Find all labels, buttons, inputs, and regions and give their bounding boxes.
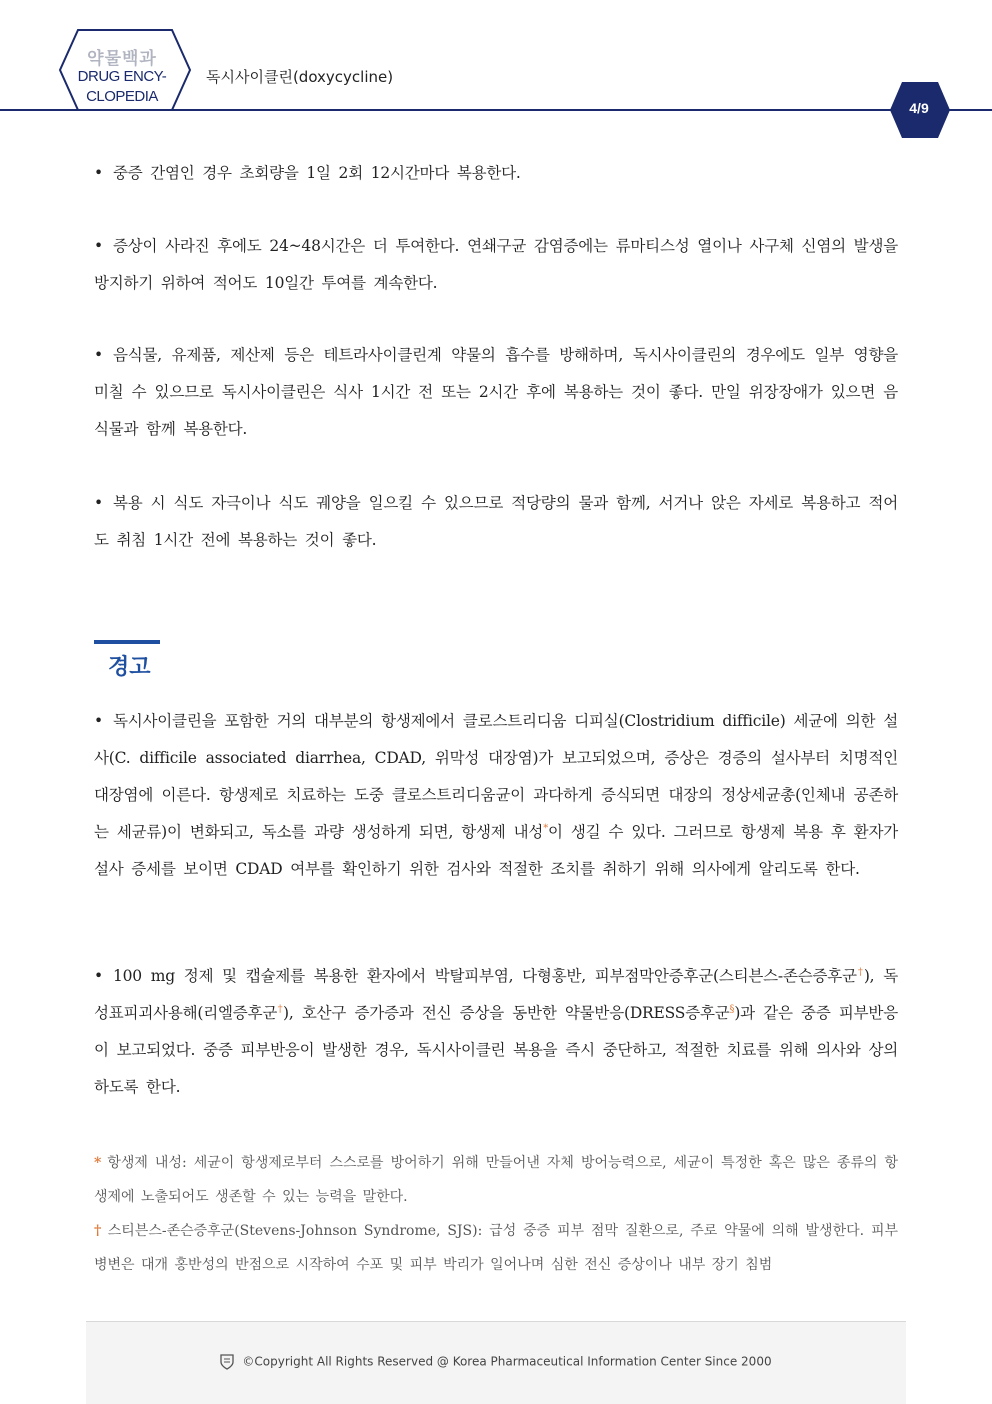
warning-text: 이 생길 수 있다. 그러므로 항생제 복용 후 환자가 설사 증세를 보이면 CDAD 여부를 확인하기 위한 검사와 적절한 조치를 취하기 위해 의사에게 알리도록 한다. xyxy=(94,823,898,878)
logo-korean: 약물백과 xyxy=(87,49,157,68)
bullet: • xyxy=(94,494,103,512)
warning-text: )과 같은 중증 피부반응이 보고되었다. 중증 피부반응이 발생한 경우, 독시사이클린 복용을 즉시 중단하고, 적절한 치료를 위해 의사와 상의하도록 한다. xyxy=(94,1004,898,1096)
warning-text: 100 mg 정제 및 캡슐제를 복용한 환자에서 박탈피부염, 다형홍반, 피부점막안증후군(스티븐스-존슨증후군 xyxy=(112,967,857,985)
section-title-warning: 경고 xyxy=(108,655,151,680)
footnote-mark: * xyxy=(543,822,549,834)
page-header xyxy=(0,0,992,140)
paragraph-text: 복용 시 식도 자극이나 식도 궤양을 일으킬 수 있으므로 적당량의 물과 함께, 서거나 앉은 자세로 복용하고 적어도 취침 1시간 전에 복용하는 것이 좋다. xyxy=(94,494,898,549)
footnote-text: 스티븐스-존슨증후군(Stevens-Johnson Syndrome, SJS): 급성 중증 피부 점막 질환으로, 주로 약물에 의해 발생한다. 피부 병변은 대개 홍반성의 반점으로 시작하여 수포 및 피부 박리가 일어나며 심한 전신 증상이나 내부 장기 침범 xyxy=(94,1223,898,1273)
footnote-text: 항생제 내성: 세균이 항생제로부터 스스로를 방어하기 위해 만들어낸 자체 방어능력으로, 세균이 특정한 혹은 많은 종류의 항생제에 노출되어도 생존할 수 있는 능력을 말한다. xyxy=(94,1155,898,1205)
warning-text: ), 호산구 증가증과 전신 증상을 동반한 약물반응(DRESS증후군 xyxy=(283,1004,730,1022)
section-accent-bar xyxy=(94,640,160,644)
paragraph-text: 증상이 사라진 후에도 24~48시간은 더 투여한다. 연쇄구균 감염증에는 류마티스성 열이나 사구체 신염의 발생을 방지하기 위하여 적어도 10일간 투여를 계속한다. xyxy=(94,237,898,292)
warning-paragraph-2 xyxy=(94,958,898,1106)
bullet: • xyxy=(94,712,103,730)
dosage-paragraph-1 xyxy=(94,155,898,192)
footnote-mark: § xyxy=(729,1003,735,1015)
paragraph-text: 중증 간염인 경우 초회량을 1일 2회 12시간마다 복용한다. xyxy=(112,164,521,182)
footer-content xyxy=(86,1354,906,1370)
footnote-mark: † xyxy=(277,1003,284,1015)
page-number: 4/9 xyxy=(909,100,929,116)
warning-text: ), 독성표피괴사용해(리엘증후군 xyxy=(94,967,898,1022)
dosage-paragraph-4 xyxy=(94,485,898,559)
page-footer xyxy=(86,1321,906,1404)
warning-text: 독시사이클린을 포함한 거의 대부분의 항생제에서 클로스트리디움 디피실(Clostridium difficile) 세균에 의한 설사(C. difficile associated diarrhea, CDAD, 위막성 대장염)가 보고되었으며, 증상은 경증의 설사부터 치명적인 대장염에 이른다. 항생제로 치료하는 도중 클로스트리디움균이 과다하게 증식되면 대장의 정상세균총(인체내 공존하는 세균류)이 변화되고, 독소를 과량 생성하게 되면, 항생제 내성 xyxy=(94,712,898,841)
footnote-mark: † xyxy=(856,966,864,978)
bullet: • xyxy=(94,164,103,182)
footnote-2 xyxy=(94,1214,898,1282)
dosage-paragraph-3 xyxy=(94,337,898,448)
bullet: • xyxy=(94,237,103,255)
bullet: • xyxy=(94,967,103,985)
shield-icon xyxy=(220,1354,234,1370)
logo-english-line1: DRUG ENCY- xyxy=(77,68,167,85)
dosage-paragraph-2 xyxy=(94,228,898,302)
logo-english-line2: CLOPEDIA xyxy=(86,88,158,105)
warning-paragraph-1 xyxy=(94,703,898,888)
paragraph-text: 음식물, 유제품, 제산제 등은 테트라사이클린계 약물의 흡수를 방해하며, 독시사이클린의 경우에도 일부 영향을 미칠 수 있으므로 독시사이클린은 식사 1시간 전 또는 2시간 후에 복용하는 것이 좋다. 만일 위장장애가 있으면 음식물과 함께 복용한다. xyxy=(94,346,898,438)
footnote-1 xyxy=(94,1146,898,1214)
document-title: 독시사이클린(doxycycline) xyxy=(206,68,394,86)
bullet: • xyxy=(94,346,103,364)
copyright-text: ©Copyright All Rights Reserved @ Korea Pharmaceutical Information Center Since 2000 xyxy=(242,1354,772,1369)
footnote-mark: * xyxy=(94,1155,102,1171)
footnote-mark: † xyxy=(94,1223,102,1239)
